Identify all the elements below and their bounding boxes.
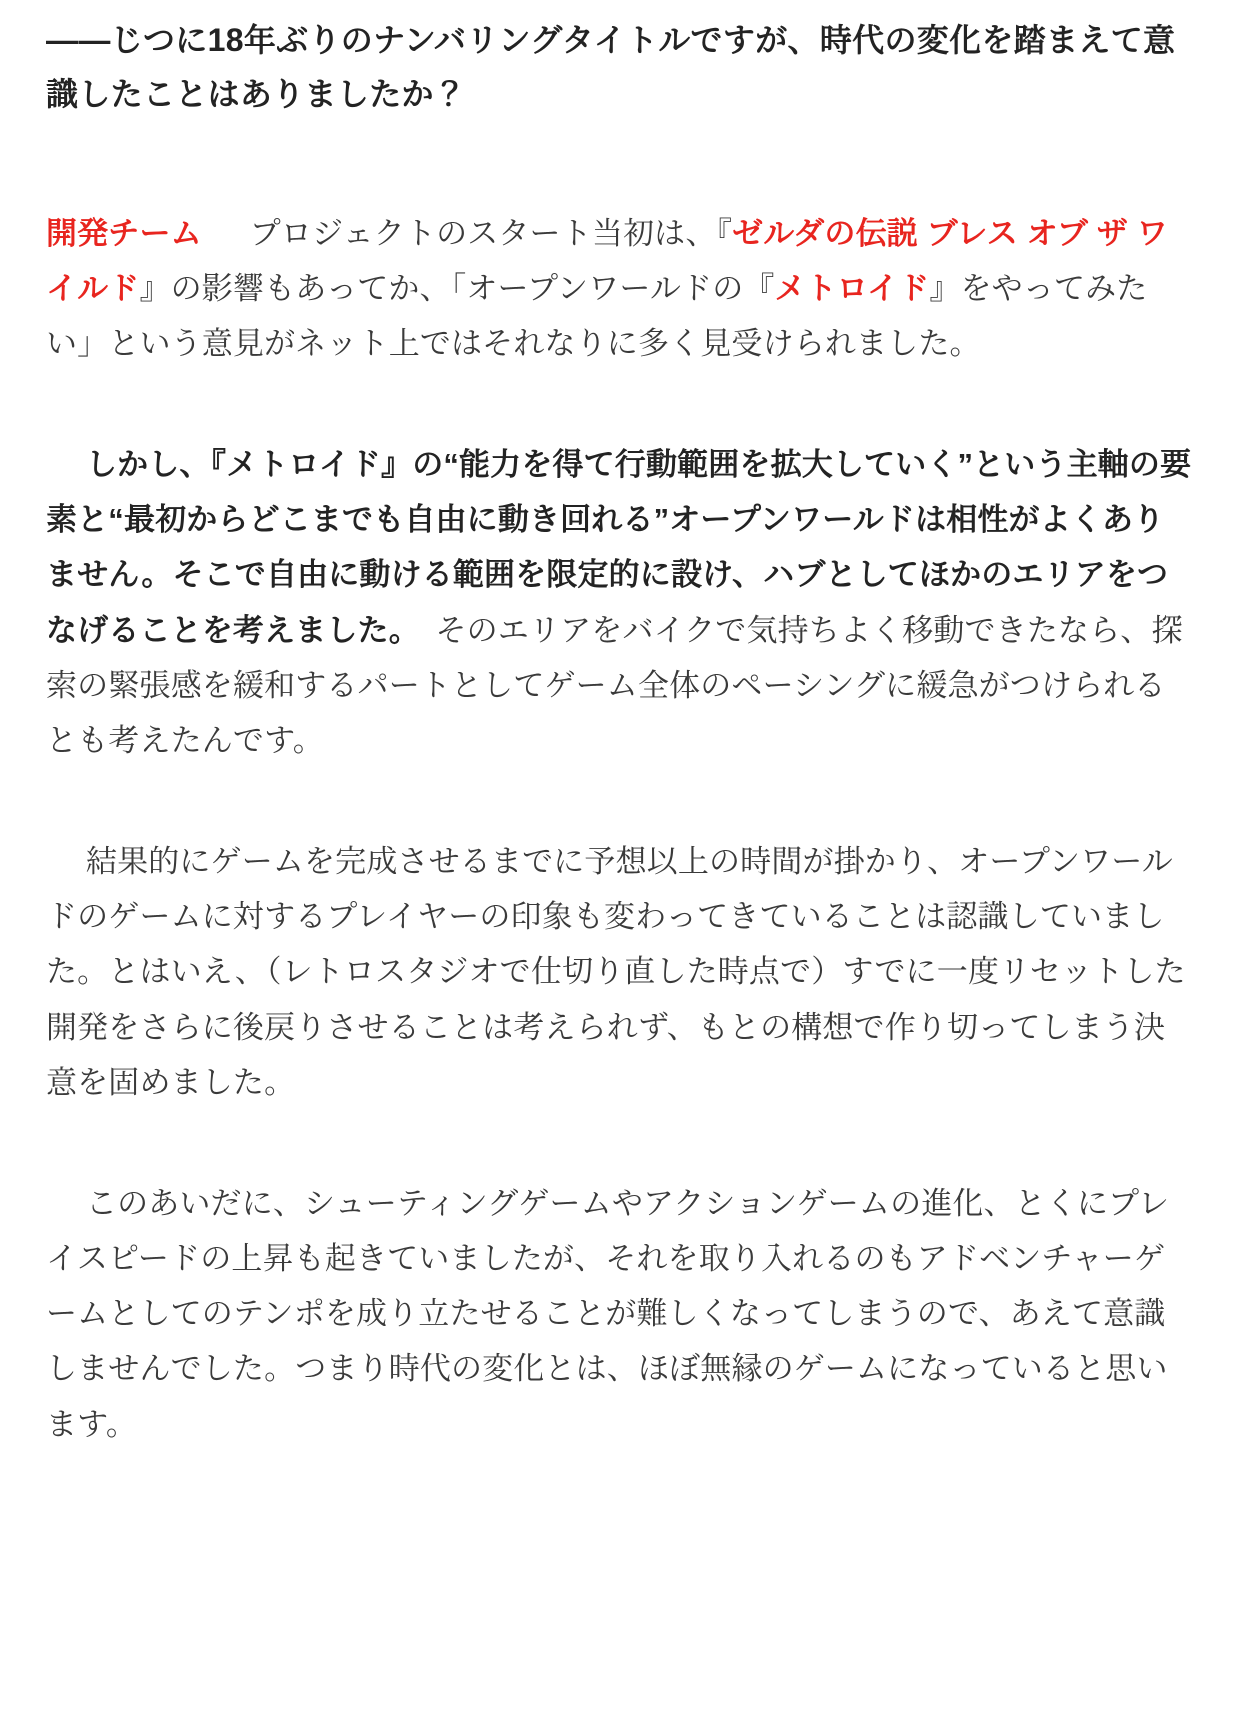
answer-paragraph-2 (46, 437, 1192, 768)
speaker-label: 開発チーム (46, 215, 202, 251)
game-title-zelda: ゼルダの伝説 ブレス オブ ザ ワイルド (46, 215, 1168, 306)
game-title-metroid: メトロイド (774, 270, 930, 306)
answer-segment: このあいだに、シューティングゲームやアクションゲームの進化、とくにプレイスピードの上昇も起きていましたが、それを取り入れるのもアドベンチャーゲームとしてのテンポを成り立たせることが難しくなってしまうので、あえて意識しませんでした。つまり時代の変化とは、ほぼ無縁のゲームになっていると思います。 (46, 1185, 1170, 1442)
answer-paragraph-3 (46, 834, 1192, 1110)
emphasized-statement: しかし、『メトロイド』の“能力を得て行動範囲を拡大していく”という主軸の要素と“最初からどこまでも自由に動き回れる”オープンワールドは相性がよくありません。そこで自由に動ける範囲を限定的に設け、ハブとしてほかのエリアをつなげることを考えました。 (46, 447, 1192, 648)
interview-question: ――じつに18年ぶりのナンバリングタイトルですが、時代の変化を踏まえて意識したことはありましたか？ (46, 22, 1176, 112)
answer-segment: 』をやってみたい」という意見がネット上ではそれなりに多く見受けられました。 (46, 270, 1148, 361)
answer-segment: 』の影響もあってか、「オープンワールドの『 (139, 270, 775, 306)
answer-segment: 結果的にゲームを完成させるまでに予想以上の時間が掛かり、オープンワールドのゲームに対するプレイヤーの印象も変わってきていることは認識していました。とはいえ、（レトロスタジオで仕切り直した時点で）すでに一度リセットした開発をさらに後戻りさせることは考えられず、もとの構想で作り切ってしまう決意を固めました。 (46, 844, 1186, 1100)
answer-segment: プロジェクトのスタート当初は、『 (249, 215, 733, 251)
answer-paragraph-1 (46, 206, 1192, 372)
answer-paragraph-4 (46, 1176, 1192, 1452)
answer-segment: そのエリアをバイクで気持ちよく移動できたなら、探索の緊張感を緩和するパートとしてゲーム全体のペーシングに緩急がつけられるとも考えたんです。 (46, 612, 1183, 758)
